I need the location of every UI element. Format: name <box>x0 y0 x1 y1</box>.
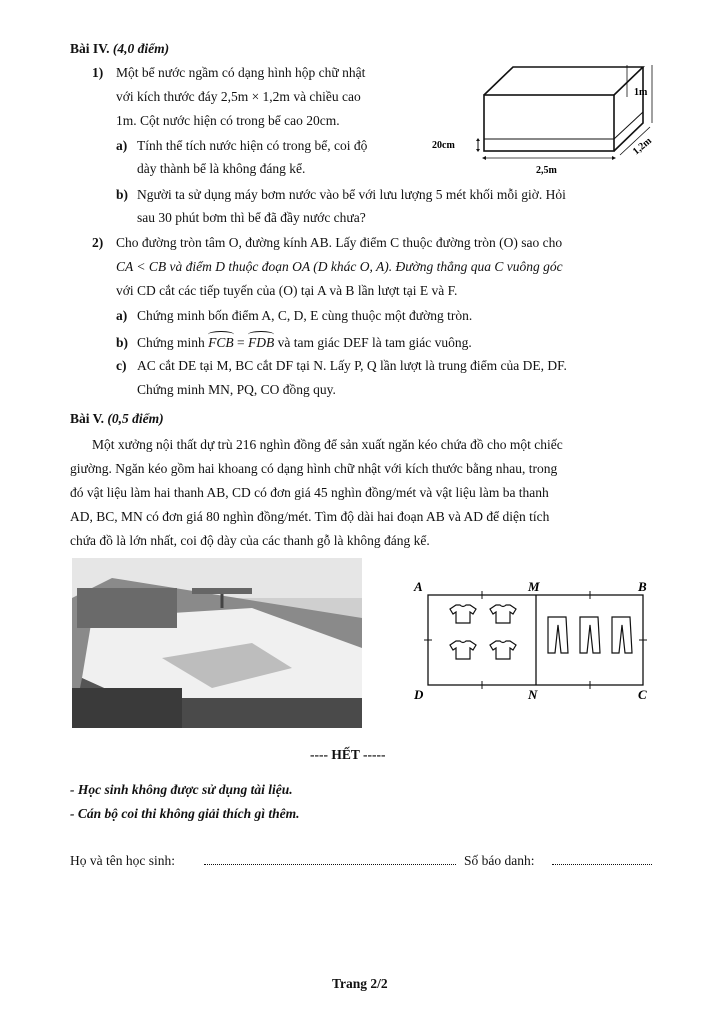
p1-line-3: 1m. Cột nước hiện có trong bể cao 20cm. <box>116 113 340 128</box>
drawer-label-n: N <box>528 687 538 700</box>
p2b-equals: = <box>233 335 248 350</box>
section5-line-1: Một xưởng nội thất dự trù 216 nghìn đồng để sản xuất ngăn kéo chứa đồ cho một chiếc <box>92 437 563 452</box>
p2c-line-2: Chứng minh MN, PQ, CO đồng quy. <box>137 382 336 397</box>
water-tank-figure <box>430 55 665 180</box>
tank-height-label: 1m <box>634 87 648 98</box>
note-2: - Cán bộ coi thi không giải thích gì thêm. <box>70 806 300 821</box>
p2-line-2: CA < CB và điểm D thuộc đoạn OA (D khác O, A). Đường thẳng qua C vuông góc <box>116 259 563 274</box>
section5-heading <box>70 410 164 428</box>
section5-points: (0,5 điểm) <box>107 411 164 426</box>
p2b-prefix: Chứng minh <box>137 335 205 350</box>
p1-number: 1) <box>92 65 104 80</box>
p1-line-2: với kích thước đáy 2,5m × 1,2m và chiều cao <box>116 89 361 104</box>
p1a-label: a) <box>116 138 128 153</box>
p1b-line-2: sau 30 phút bơm thì bể đã đầy nước chưa? <box>137 210 366 225</box>
drawer-label-b: B <box>638 579 647 594</box>
p2b-text <box>137 334 472 352</box>
end-mark: ---- HẾT ----- <box>310 747 386 762</box>
section5-line-5: chứa đồ là lớn nhất, coi độ dày của các thanh gỗ là không đáng kể. <box>70 533 430 548</box>
p2a-label: a) <box>116 308 128 323</box>
drawer-label-d: D <box>414 687 424 700</box>
drawer-diagram <box>410 575 660 700</box>
student-name-label: Họ và tên học sinh: <box>70 853 175 868</box>
p2c-line-1: AC cắt DE tại M, BC cắt DF tại N. Lấy P, Q lần lượt là trung điểm của DE, DF. <box>137 358 567 373</box>
drawer-label-c: C <box>638 687 647 700</box>
section4-points: (4,0 điểm) <box>112 41 170 56</box>
tank-length-label: 2,5m <box>536 165 557 176</box>
student-name-blank <box>204 864 456 865</box>
arc-fdb: FDB <box>247 335 275 350</box>
section5-title: Bài V. <box>70 411 105 426</box>
p2-line-3: với CD cắt các tiếp tuyến của (O) tại A và B lần lượt tại E và F. <box>116 283 458 298</box>
p2b-label: b) <box>116 335 129 350</box>
drawer-label-m: M <box>528 579 540 594</box>
bed-photo <box>72 558 362 728</box>
p1b-label: b) <box>116 187 129 202</box>
tank-width-label: 1,2m <box>630 135 654 158</box>
page-number: Trang 2/2 <box>332 976 388 991</box>
p1b-line-1: Người ta sử dụng máy bơm nước vào bể với lưu lượng 5 mét khối mỗi giờ. Hỏi <box>137 187 566 202</box>
p2a-text: Chứng minh bốn điểm A, C, D, E cùng thuộc một đường tròn. <box>137 308 473 323</box>
p2c-label: c) <box>116 358 127 373</box>
section4-heading <box>70 40 169 58</box>
section5-line-2: giường. Ngăn kéo gồm hai khoang có dạng hình chữ nhật với kích thước bằng nhau, trong <box>70 461 558 476</box>
student-id-label: Số báo danh: <box>464 853 535 868</box>
section4-title: Bài IV. <box>70 41 110 56</box>
student-id-blank <box>552 864 652 865</box>
tank-water-label: 20cm <box>432 140 455 151</box>
drawer-label-a: A <box>414 579 423 594</box>
p2b-suffix: và tam giác DEF là tam giác vuông. <box>274 335 472 350</box>
p2-number: 2) <box>92 235 104 250</box>
p1a-line-1: Tính thể tích nước hiện có trong bể, coi độ <box>137 138 368 153</box>
p2-line-1: Cho đường tròn tâm O, đường kính AB. Lấy điểm C thuộc đường tròn (O) sao cho <box>116 235 563 250</box>
section5-line-3: đó vật liệu làm hai thanh AB, CD có đơn giá 45 nghìn đồng/mét và vật liệu làm ba thanh <box>70 485 549 500</box>
p1-line-1: Một bể nước ngầm có dạng hình hộp chữ nhật <box>116 65 366 80</box>
arc-fcb: FCB <box>208 335 234 350</box>
p1a-line-2: dày thành bể là không đáng kể. <box>137 161 306 176</box>
note-1: - Học sinh không được sử dụng tài liệu. <box>70 782 293 797</box>
section5-line-4: AD, BC, MN có đơn giá 80 nghìn đồng/mét. Tìm độ dài hai đoạn AB và AD để diện tích <box>70 509 550 524</box>
